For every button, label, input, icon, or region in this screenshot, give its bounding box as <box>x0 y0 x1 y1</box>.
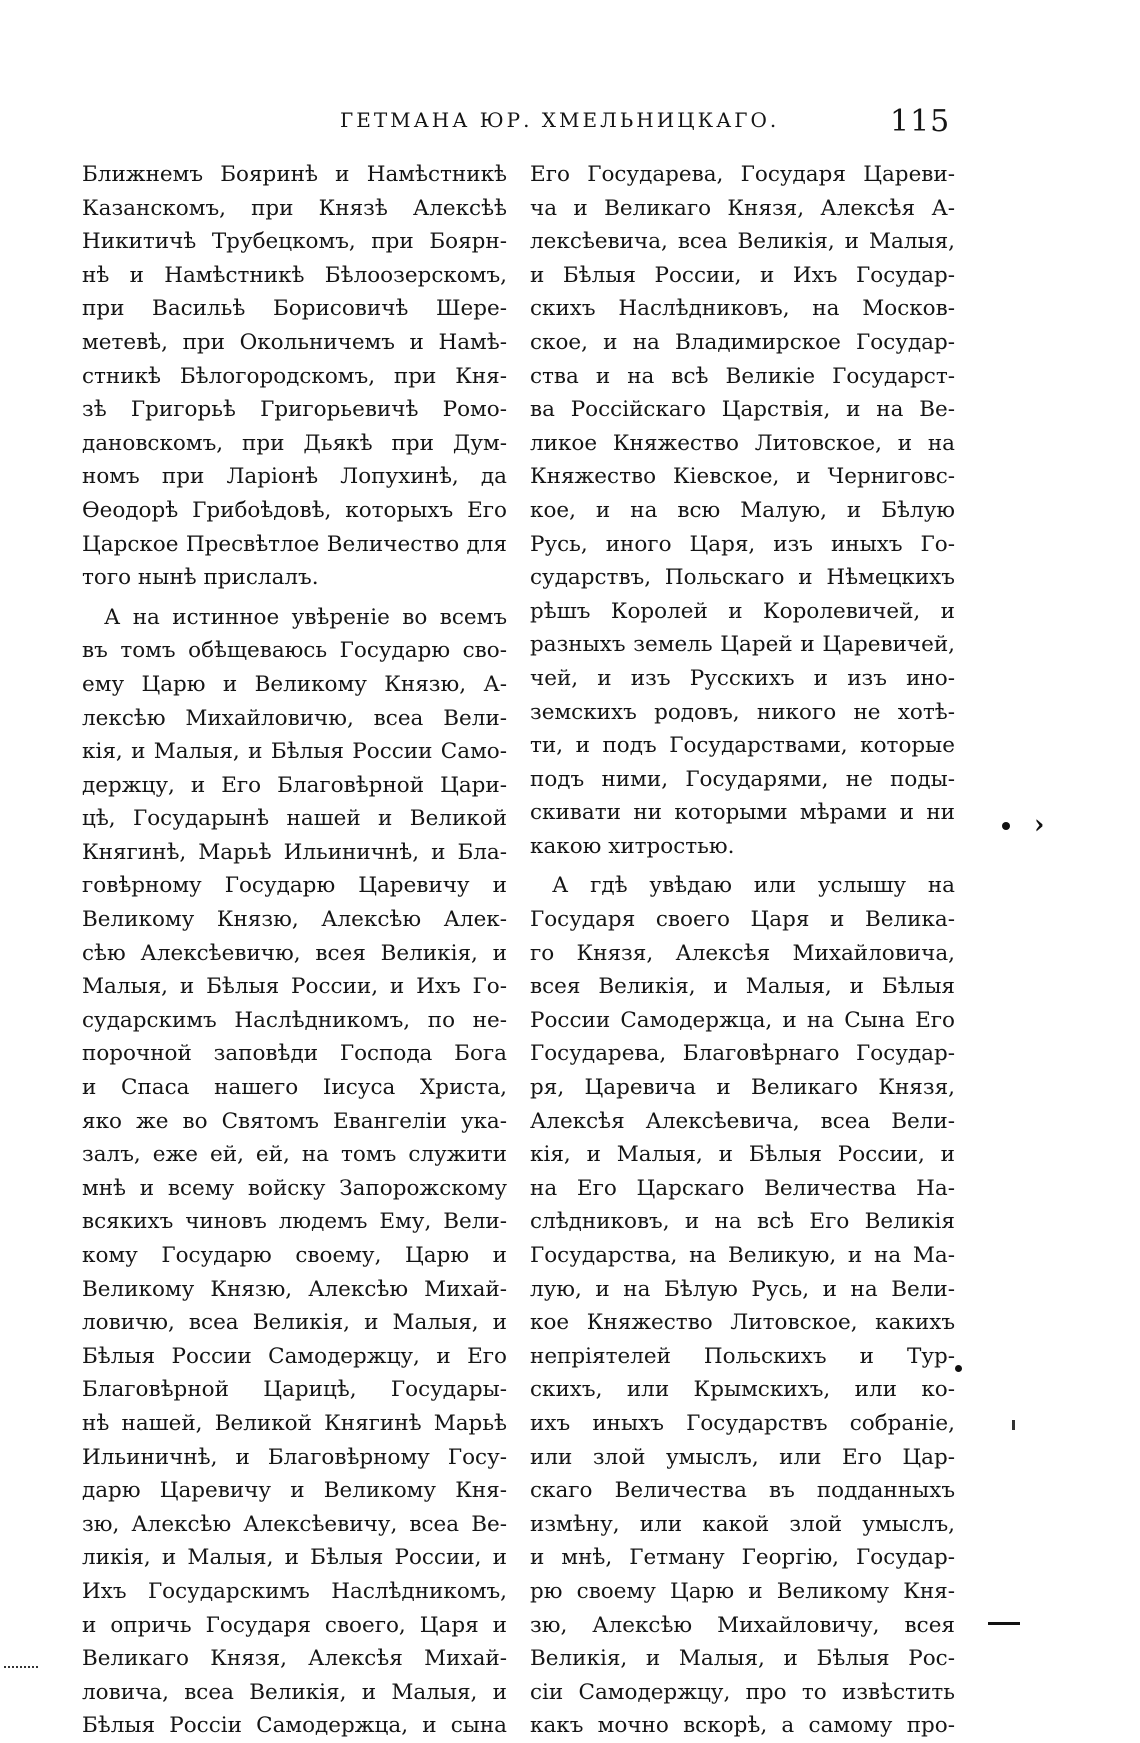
text-line: ря, Царевича и Великаго Князя, <box>530 1075 955 1101</box>
text-line: кое Княжество Литовское, какихъ <box>530 1310 955 1336</box>
text-line: Ѳеодорѣ Грибоѣдовѣ, которыхъ Его <box>82 497 507 523</box>
text-line: зѣ Григорьѣ Григорьевичѣ Ромо- <box>82 397 507 423</box>
text-line: или злой умыслъ, или Его Цар- <box>530 1444 955 1470</box>
text-line: Бѣлыя России Самодержцу, и Его <box>82 1343 507 1369</box>
text-line: подъ ними, Государями, не поды- <box>530 766 955 792</box>
text-line: всякихъ чиновъ людемъ Ему, Вели- <box>82 1209 507 1235</box>
text-line: Малыя, и Бѣлыя России, и Ихъ Го- <box>82 974 507 1000</box>
text-line: скихъ Наслѣдниковъ, на Москов- <box>530 296 955 322</box>
text-line: Ихъ Государскимъ Наслѣдникомъ, <box>82 1578 507 1604</box>
text-line: измѣну, или какой злой умыслъ, <box>530 1511 955 1537</box>
text-line: на Его Царскаго Величества На- <box>530 1175 955 1201</box>
text-line: Княгинѣ, Марьѣ Ильиничнѣ, и Бла- <box>82 839 507 865</box>
text-line: сударскимъ Наслѣдникомъ, по не- <box>82 1007 507 1033</box>
text-line: лексѣевича, всеа Великія, и Малыя, <box>530 229 955 255</box>
text-line: Царское Пресвѣтлое Величество для <box>82 531 507 557</box>
text-line: скивати ни которыми мѣрами и ни <box>530 800 955 826</box>
text-line: А на истинное увѣреніе во всемъ <box>104 604 507 630</box>
text-line: Ближнемъ Бояринѣ и Намѣстникѣ <box>82 162 507 187</box>
text-line: Княжество Кіевское, и Черниговс- <box>530 464 955 490</box>
text-line: Ильиничнѣ, и Благовѣрному Госу- <box>82 1444 507 1470</box>
text-line: Алексѣя Алексѣевича, всеа Вели- <box>530 1108 955 1134</box>
text-line: А гдѣ увѣдаю или услышу на <box>552 873 955 899</box>
text-line: номъ при Ларіонѣ Лопухинѣ, да <box>82 464 507 490</box>
text-line: ихъ иныхъ Государствъ собраніе, <box>530 1410 955 1436</box>
text-line: Казанскомъ, при Князѣ Алексѣѣ <box>82 195 507 221</box>
text-line: держцу, и Его Благовѣрной Цари- <box>82 772 507 798</box>
text-line: какъ мочно вскорѣ, а самому про- <box>530 1713 955 1739</box>
text-line: нѣ нашей, Великой Княгинѣ Марьѣ <box>82 1410 507 1436</box>
text-line: зю, Алексѣю Михайловичу, всея <box>530 1612 955 1638</box>
text-line: кому Государю своему, Царю и <box>82 1243 507 1268</box>
text-line: рю своему Царю и Великому Кня- <box>530 1578 955 1604</box>
text-line: и Спаса нашего Іисуса Христа, <box>82 1075 507 1101</box>
text-line: ва Россійскаго Царствія, и на Ве- <box>530 397 955 423</box>
text-line: ти, и подъ Государствами, которые <box>530 733 955 759</box>
text-line: цѣ, Государынѣ нашей и Великой <box>82 806 507 832</box>
text-line: скихъ, или Крымскихъ, или ко- <box>530 1377 955 1403</box>
text-line: зю, Алексѣю Алексѣевичу, всеа Ве- <box>82 1511 507 1537</box>
text-line: кія, и Малыя, и Бѣлыя России, и <box>530 1142 955 1168</box>
text-line: разныхъ земель Царей и Царевичей, <box>530 632 955 658</box>
text-line: ства и на всѣ Великіе Государст- <box>530 363 955 389</box>
text-line: ликія, и Малыя, и Бѣлыя России, и <box>82 1545 507 1571</box>
text-line: земскихъ родовъ, никого не хотѣ- <box>530 699 955 725</box>
margin-dash <box>988 1622 1020 1625</box>
text-line: сударствъ, Польскаго и Нѣмецкихъ <box>530 565 955 591</box>
text-line: залъ, еже ей, ей, на томъ служити <box>82 1142 507 1168</box>
text-line: того нынѣ прислалъ. <box>82 565 319 591</box>
text-line: непріятелей Польскихъ и Тур- <box>530 1343 955 1369</box>
left-text-column <box>82 158 507 1743</box>
text-line: лую, и на Бѣлую Русь, и на Вели- <box>530 1276 955 1302</box>
text-line: Государева, Благовѣрнаго Государ- <box>530 1041 955 1067</box>
text-line: дановскомъ, при Дьякѣ при Дум- <box>82 430 507 456</box>
text-line: кое, и на всю Малую, и Бѣлую <box>530 497 955 523</box>
text-line: Государства, на Великую, и на Ма- <box>530 1243 955 1268</box>
text-line: Великому Князю, Алексѣю Алек- <box>82 907 507 933</box>
text-line: Благовѣрной Царицѣ, Государы- <box>82 1377 507 1403</box>
page-number: 115 <box>890 104 951 139</box>
margin-dot-bottom <box>955 1365 962 1372</box>
text-line: ча и Великаго Князя, Алексѣя А- <box>530 195 955 221</box>
text-line: въ томъ обѣщеваюсь Государю сво- <box>82 638 507 664</box>
text-line: го Князя, Алексѣя Михайловича, <box>530 940 955 966</box>
text-line: говѣрному Государю Царевичу и <box>82 873 507 899</box>
text-line: и мнѣ, Гетману Георгію, Государ- <box>530 1545 955 1571</box>
text-line: нѣ и Намѣстникѣ Бѣлоозерскомъ, <box>82 262 507 288</box>
text-line: ему Царю и Великому Князю, А- <box>82 671 507 697</box>
text-line: Русь, иного Царя, изъ иныхъ Го- <box>530 531 955 557</box>
text-line: слѣдниковъ, и на всѣ Его Великія <box>530 1209 955 1235</box>
text-line: при Васильѣ Борисовичѣ Шере- <box>82 296 507 322</box>
text-line: Великому Князю, Алексѣю Михай- <box>82 1276 507 1302</box>
text-line: Никитичѣ Трубецкомъ, при Боярн- <box>82 229 507 255</box>
text-line: мнѣ и всему войску Запорожскому <box>82 1175 507 1201</box>
text-line: и опричь Государя своего, Царя и <box>82 1612 507 1638</box>
text-line: России Самодержца, и на Сына Его <box>530 1007 955 1033</box>
text-line: ловичю, всеа Великія, и Малыя, и <box>82 1310 507 1336</box>
running-head: ГЕТМАНА ЮР. ХМЕЛЬНИЦКАГО. <box>340 108 780 132</box>
text-line: кія, и Малыя, и Бѣлыя России Само- <box>82 739 507 765</box>
text-line: ское, и на Владимирское Государ- <box>530 329 955 355</box>
margin-tick <box>1012 1420 1015 1430</box>
text-line: рѣшъ Королей и Королевичей, и <box>530 598 955 624</box>
margin-chevron-icon: › <box>1034 810 1045 840</box>
text-line: и Бѣлыя России, и Ихъ Государ- <box>530 262 955 288</box>
text-line: лексѣю Михайловичю, всеа Вели- <box>82 705 507 731</box>
text-line: чей, и изъ Русскихъ и изъ ино- <box>530 665 955 691</box>
right-text-column <box>530 158 955 1743</box>
text-line: какою хитростью. <box>530 833 735 859</box>
text-line: Великаго Князя, Алексѣя Михай- <box>82 1646 507 1672</box>
text-line: стникѣ Бѣлогородскомъ, при Кня- <box>82 363 507 389</box>
text-line: Его Государева, Государя Цареви- <box>530 162 955 187</box>
text-line: скаго Величества въ подданныхъ <box>530 1478 955 1504</box>
text-line: яко же во Святомъ Евангеліи ука- <box>82 1108 507 1134</box>
corner-dotted-mark <box>4 1666 38 1668</box>
text-line: всея Великія, и Малыя, и Бѣлыя <box>530 974 955 1000</box>
text-line: Государя своего Царя и Велика- <box>530 907 955 933</box>
text-line: сѣю Алексѣевичю, всея Великія, и <box>82 940 507 966</box>
text-line: порочной заповѣди Господа Бога <box>82 1041 507 1067</box>
text-line: ликое Княжество Литовское, и на <box>530 430 955 456</box>
margin-dot <box>1002 822 1010 830</box>
text-line: Великія, и Малыя, и Бѣлыя Рос- <box>530 1646 955 1672</box>
text-line: дарю Царевичу и Великому Кня- <box>82 1478 507 1504</box>
text-line: ловича, всеа Великія, и Малыя, и <box>82 1679 507 1705</box>
text-line: метевѣ, при Окольничемъ и Намѣ- <box>82 329 507 355</box>
text-line: сіи Самодержцу, про то извѣстить <box>530 1679 955 1705</box>
text-line: Бѣлыя Россіи Самодержца, и сына <box>82 1713 507 1739</box>
